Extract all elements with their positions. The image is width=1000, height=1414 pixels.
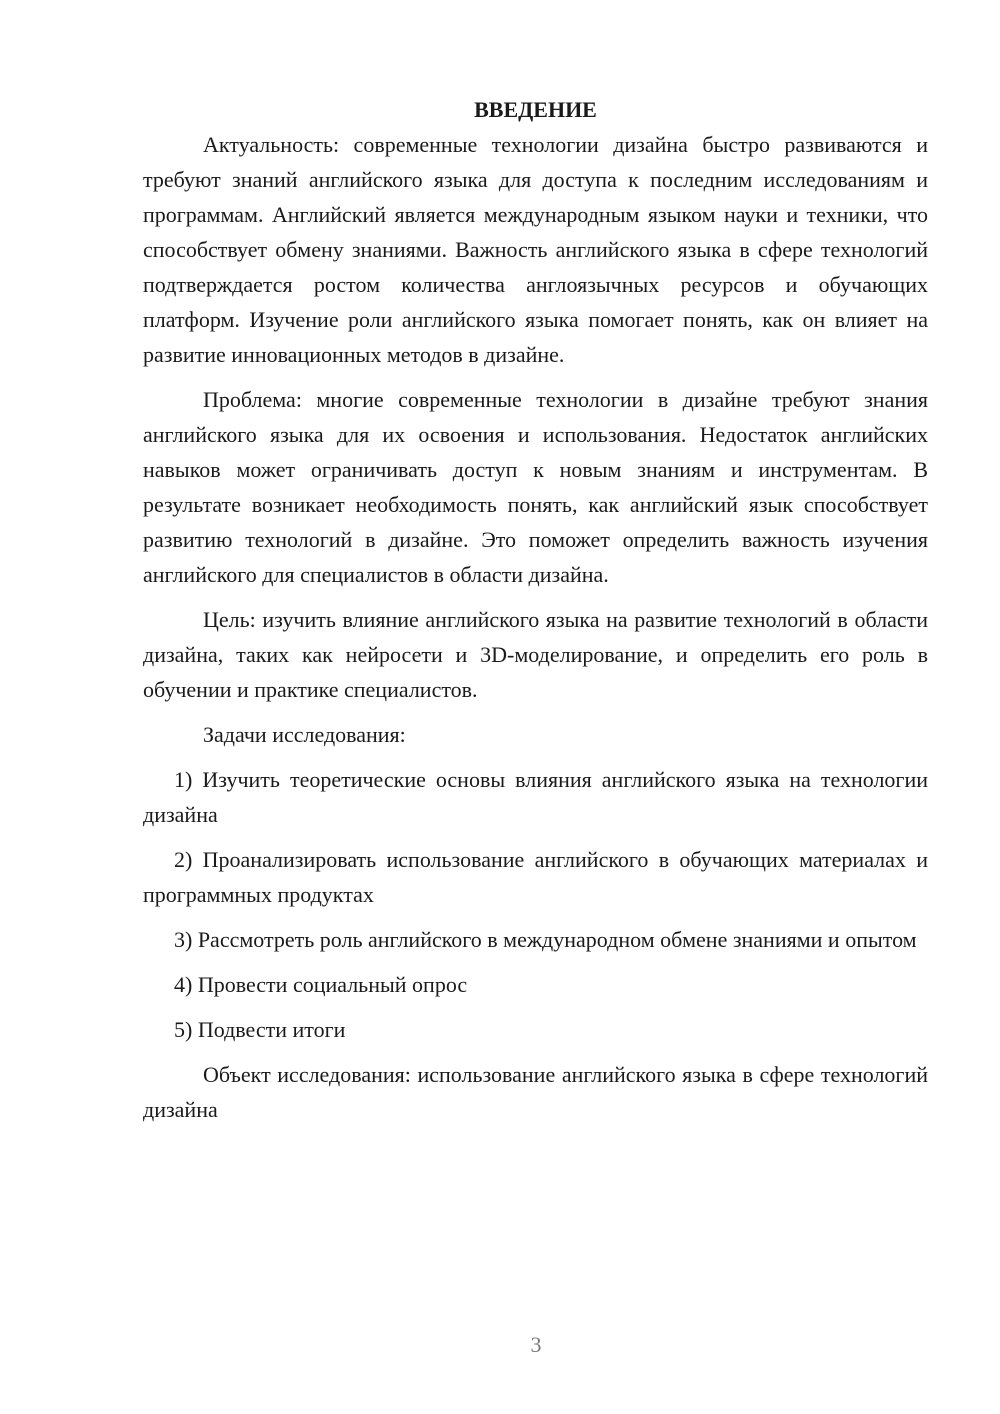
task-item-3: 3) Рассмотреть роль английского в международном обмене знаниями и опытом: [174, 927, 917, 952]
tasks-title: Задачи исследования:: [203, 722, 406, 747]
problem-paragraph: Проблема: многие современные технологии в дизайне требуют знания английского языка для их освоения и использования. Недостаток английских навыков может ограничивать доступ к новым знаниям и инструментам. В результате возникает необходимость понять, как английский язык способствует развитию технологий в дизайне. Это поможет определить важность изучения английского для специалистов в области дизайна.: [143, 387, 928, 587]
relevance-paragraph: Актуальность: современные технологии дизайна быстро развиваются и требуют знаний английского языка для доступа к последним исследованиям и программам. Английский является международным языком науки и техники, что способствует обмену знаниями. Важность английского языка в сфере технологий подтверждается ростом количества англоязычных ресурсов и обучающих платформ. Изучение роли английского языка помогает понять, как он влияет на развитие инновационных методов в дизайне.: [143, 132, 928, 367]
task-item-4: 4) Провести социальный опрос: [174, 972, 468, 997]
document-page: [143, 92, 928, 1127]
task-item-1: 1) Изучить теоретические основы влияния английского языка на технологии дизайна: [143, 767, 928, 827]
page-number: 3: [530, 1332, 542, 1357]
goal-paragraph: Цель: изучить влияние английского языка на развитие технологий в области дизайна, таких как нейросети и 3D-моделирование, и определить его роль в обучении и практике специалистов.: [143, 607, 928, 702]
object-paragraph: Объект исследования: использование английского языка в сфере технологий дизайна: [143, 1062, 928, 1122]
task-item-2: 2) Проанализировать использование английского в обучающих материалах и программных продуктах: [143, 847, 928, 907]
task-item-5: 5) Подвести итоги: [174, 1017, 346, 1042]
section-heading: ВВЕДЕНИЕ: [474, 97, 597, 122]
